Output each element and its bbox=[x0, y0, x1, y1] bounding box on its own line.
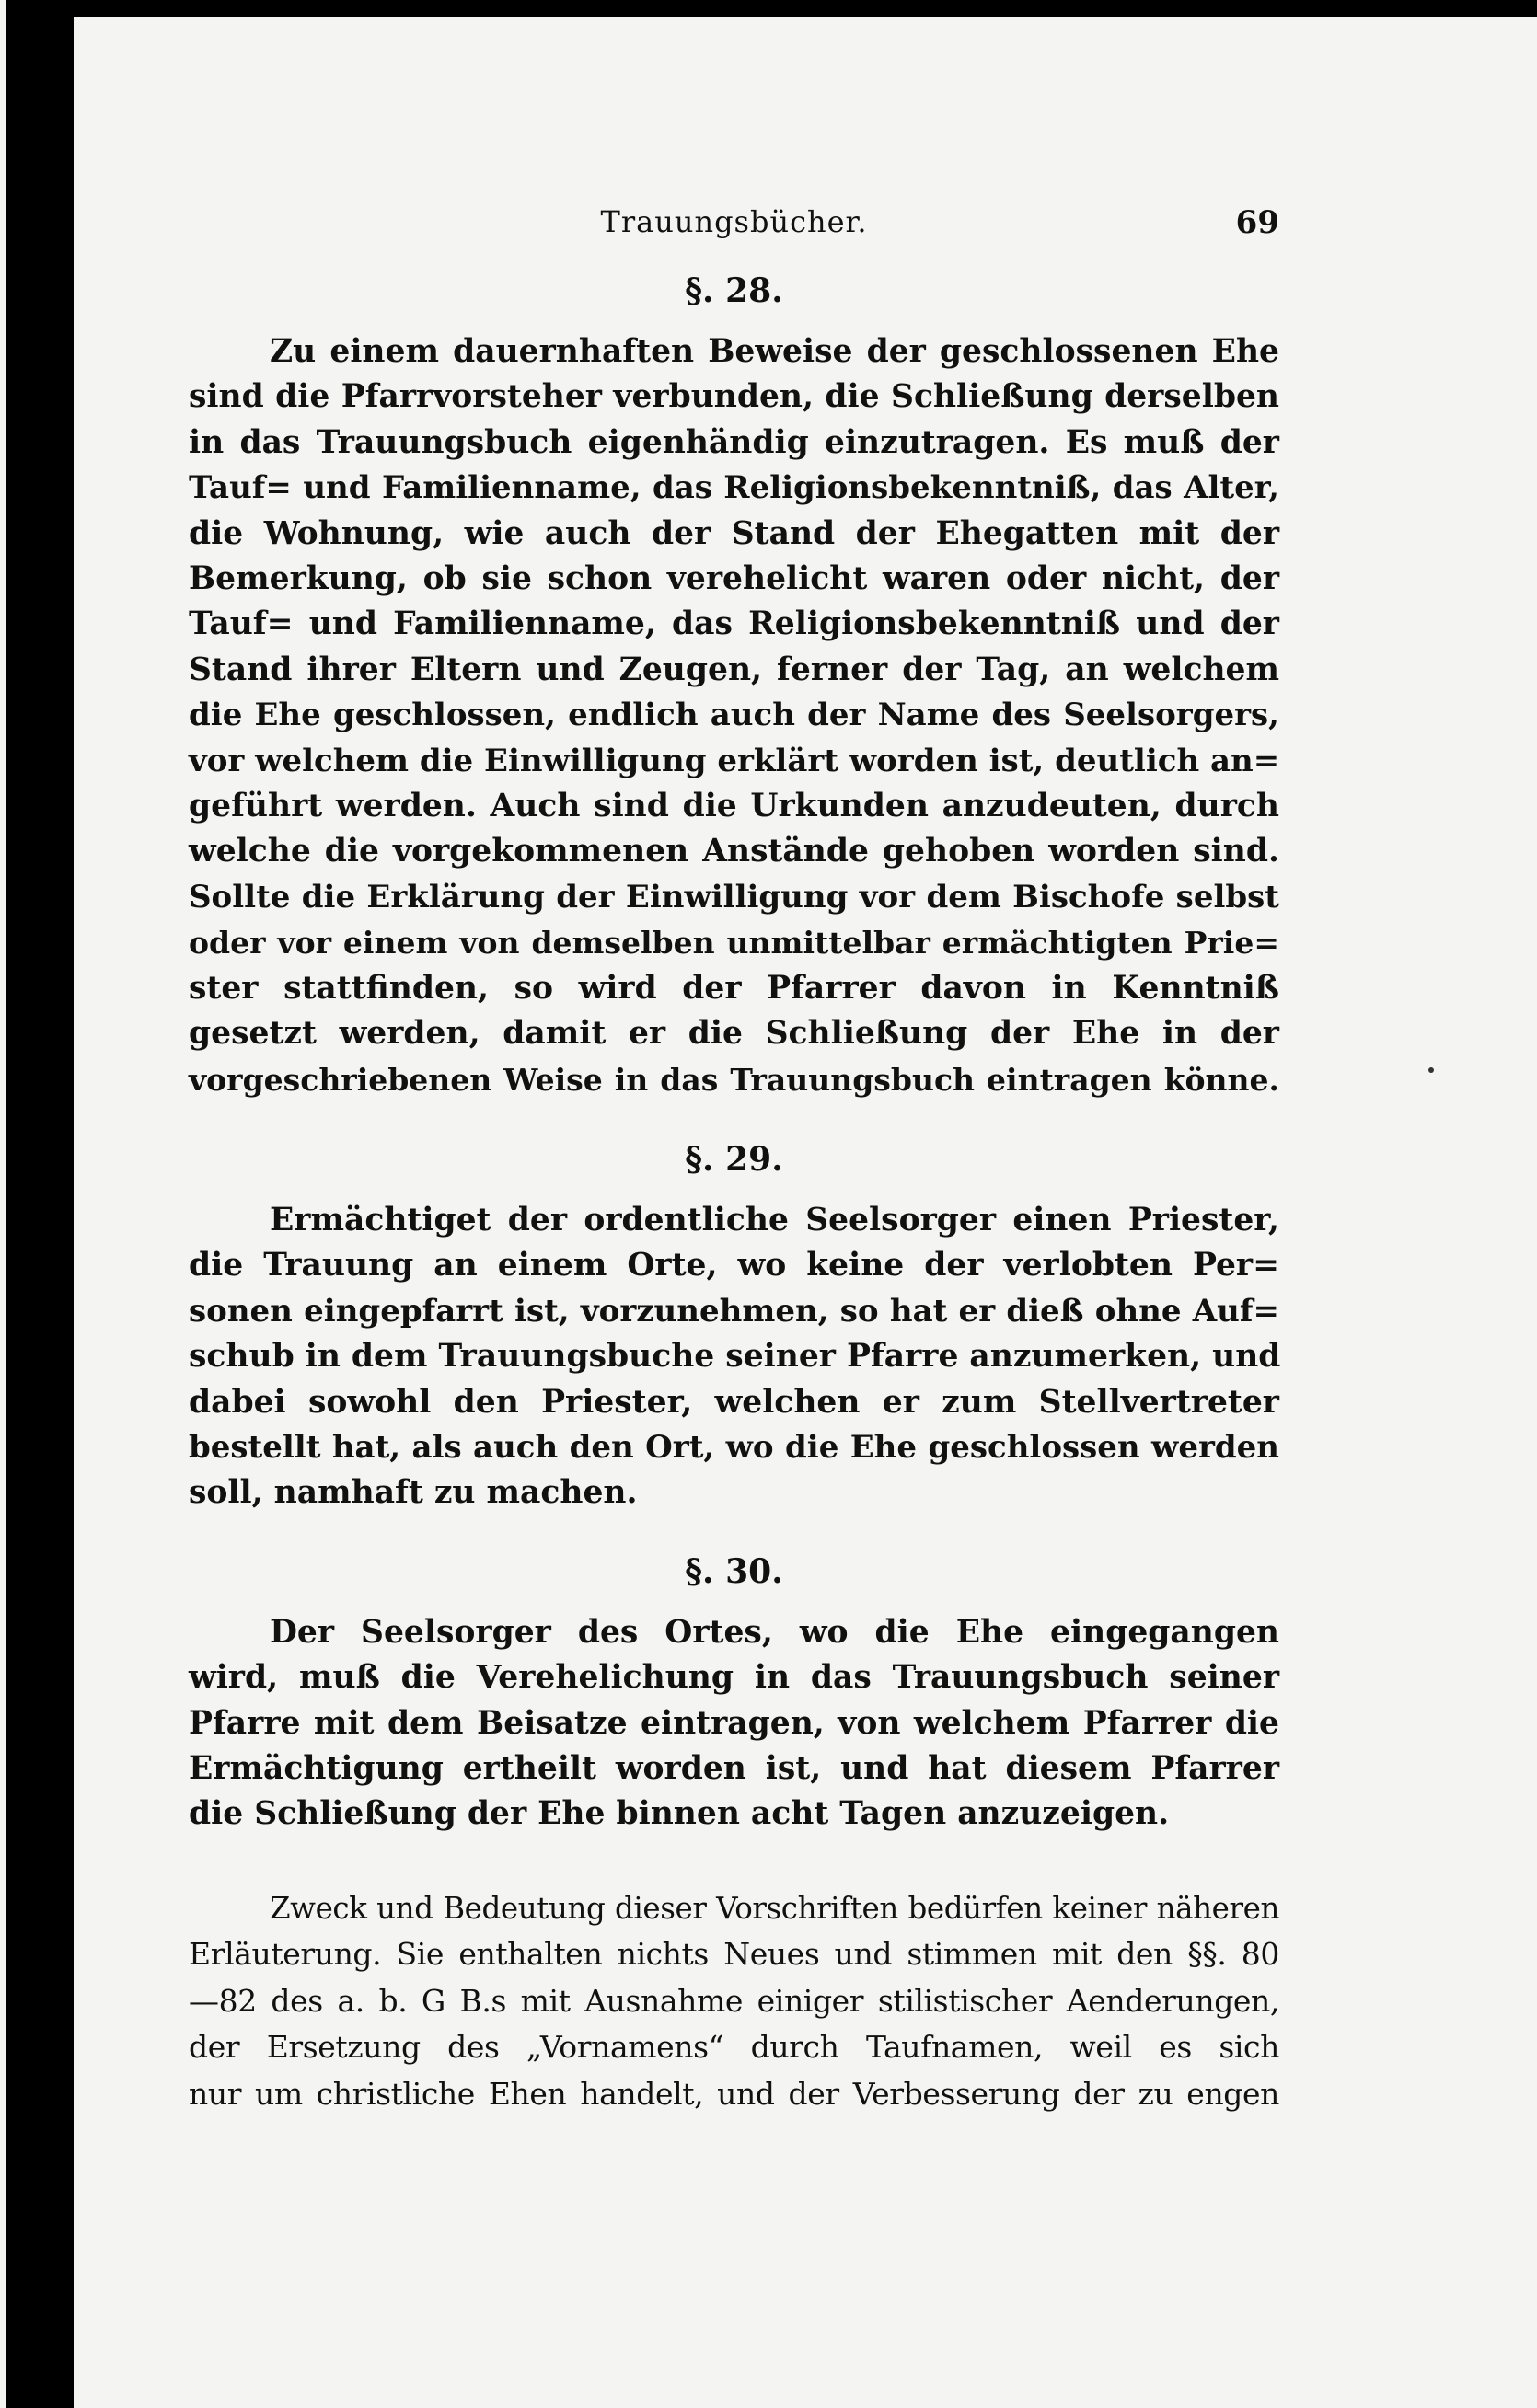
section-paragraph bbox=[189, 1610, 1279, 1838]
text-line: oder vor einem von demselben unmittelbar ermächtigten Prie= bbox=[189, 925, 1279, 962]
section-28 bbox=[189, 271, 1279, 1102]
page-content bbox=[189, 204, 1279, 2117]
text-line: schub in dem Trauungsbuche seiner Pfarre anzumerken, und bbox=[189, 1338, 1281, 1376]
section-gap bbox=[189, 1102, 1279, 1139]
page-number: 69 bbox=[1235, 204, 1279, 241]
text-line: vorgeschriebenen Weise in das Trauungsbuch eintragen könne. bbox=[189, 1061, 1279, 1098]
text-line: sonen eingepfarrt ist, vorzunehmen, so hat er dieß ohne Auf= bbox=[189, 1292, 1279, 1330]
text-line: die Schließung der Ehe binnen acht Tagen anzuzeigen. bbox=[189, 1795, 1170, 1833]
text-line: Stand ihrer Eltern und Zeugen, ferner der Tag, an welchem bbox=[189, 651, 1279, 688]
text-line: Tauf= und Familienname, das Religionsbekenntniß und der bbox=[189, 605, 1279, 643]
text-line: geführt werden. Auch sind die Urkunden anzudeuten, durch bbox=[189, 788, 1279, 825]
text-line: bestellt hat, als auch den Ort, wo die Ehe geschlossen werden bbox=[189, 1428, 1279, 1466]
text-line: die Trauung an einem Orte, wo keine der verlobten Per= bbox=[189, 1247, 1279, 1285]
running-title: Trauungsbücher. bbox=[600, 204, 868, 239]
section-29 bbox=[189, 1139, 1279, 1516]
text-line: Zweck und Bedeutung dieser Vorschriften bedürfen keiner näheren bbox=[270, 1890, 1279, 1926]
section-paragraph bbox=[189, 1198, 1279, 1516]
text-line: der Ersetzung des „Vornamens“ durch Taufnamen, weil es sich bbox=[189, 2029, 1279, 2066]
text-line: Bemerkung, ob sie schon verehelicht waren oder nicht, der bbox=[189, 560, 1279, 598]
section-heading: §. 28. bbox=[685, 271, 783, 310]
text-line: in das Trauungsbuch eigenhändig einzutragen. Es muß der bbox=[189, 423, 1279, 461]
running-header bbox=[189, 204, 1279, 250]
text-line: Pfarre mit dem Beisatze eintragen, von welchem Pfarrer die bbox=[189, 1704, 1279, 1742]
text-line: Erläuterung. Sie enthalten nichts Neues und stimmen mit den §§. 80 bbox=[189, 1936, 1279, 1973]
section-gap bbox=[189, 1516, 1279, 1551]
text-line: Ermächtiget der ordentliche Seelsorger einen Priester, bbox=[270, 1201, 1279, 1239]
text-line: Sollte die Erklärung der Einwilligung vor dem Bischofe selbst bbox=[189, 878, 1279, 916]
text-line: —82 des a. b. G B.s mit Ausnahme einiger stilistischer Aenderungen, bbox=[189, 1982, 1279, 2019]
text-line: Tauf= und Familienname, das Religionsbekenntniß, das Alter, bbox=[189, 469, 1279, 507]
text-line: dabei sowohl den Priester, welchen er zum Stellvertreter bbox=[189, 1383, 1279, 1421]
text-line: gesetzt werden, damit er die Schließung der Ehe in der bbox=[189, 1015, 1279, 1053]
text-line: die Ehe geschlossen, endlich auch der Name des Seelsorgers, bbox=[189, 697, 1279, 734]
text-line: soll, namhaft zu machen. bbox=[189, 1474, 638, 1512]
text-line: Zu einem dauernhaften Beweise der geschlossenen Ehe bbox=[270, 333, 1279, 370]
text-line: Ermächtigung ertheilt worden ist, und hat diesem Pfarrer bbox=[189, 1749, 1279, 1787]
text-line: die Wohnung, wie auch der Stand der Ehegatten mit der bbox=[189, 514, 1279, 552]
left-edge-strip bbox=[0, 0, 6, 2408]
section-heading: §. 30. bbox=[685, 1551, 783, 1591]
text-line: wird, muß die Verehelichung in das Trauungsbuch seiner bbox=[189, 1659, 1279, 1697]
section-30 bbox=[189, 1551, 1279, 1838]
section-gap bbox=[189, 1838, 1279, 1885]
text-line: welche die vorgekommenen Anstände gehoben worden sind. bbox=[189, 833, 1279, 870]
text-line: nur um christliche Ehen handelt, und der Verbesserung der zu engen bbox=[189, 2075, 1279, 2112]
scan-speck bbox=[1428, 1067, 1434, 1073]
section-paragraph bbox=[189, 329, 1279, 1102]
text-line: sind die Pfarrvorsteher verbunden, die Schließung derselben bbox=[189, 378, 1279, 416]
section-heading: §. 29. bbox=[685, 1139, 783, 1179]
text-line: Der Seelsorger des Ortes, wo die Ehe eingegangen bbox=[270, 1613, 1279, 1651]
commentary-paragraph bbox=[189, 1885, 1279, 2118]
text-line: ster stattfinden, so wird der Pfarrer davon in Kenntniß bbox=[189, 969, 1279, 1007]
text-line: vor welchem die Einwilligung erklärt worden ist, deutlich an= bbox=[189, 742, 1280, 779]
